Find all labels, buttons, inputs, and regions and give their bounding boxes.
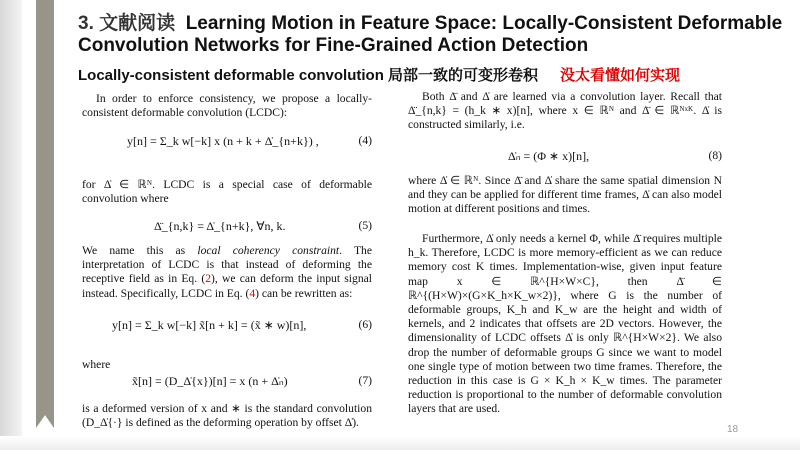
- paragraph: is a deformed version of x and ∗ is the standard convolution (D_Δ̇{·} is defined as the deforming operation by offset Δ̇).: [82, 402, 372, 430]
- equation-text: y[n] = Σ_k w[−k] x̃[n + k] = (x̃ ∗ w)[n],: [112, 318, 307, 332]
- equation-number: (8): [708, 149, 722, 162]
- section-number: 3. 文献阅读: [78, 13, 176, 34]
- equation-number: (5): [358, 219, 372, 232]
- text: ), we can deform the input signal instead. Specifically, LCDC in Eq. (: [82, 272, 372, 300]
- paper-title-part2: Convolution Networks for Fine-Grained Action Detection: [78, 35, 589, 56]
- paragraph: for Δ̇ ∈ ℝᴺ. LCDC is a special case of deformable convolution where: [82, 178, 372, 206]
- equation-ref-link[interactable]: 2: [205, 272, 212, 286]
- equation-ref-link[interactable]: 4: [249, 286, 256, 300]
- slide-subtitle-row: [78, 64, 680, 85]
- emphasis: local coherency constraint: [197, 244, 340, 257]
- page-number: 18: [727, 424, 739, 435]
- equation-text: Δ̈_{n,k} = Δ̇_{n+k}, ∀n, k.: [154, 219, 286, 233]
- equation-text: y[n] = Σ_k w[−k] x (n + k + Δ̇_{n+k}) ,: [127, 134, 319, 148]
- text: . The interpretation of LCDC is that instead of deforming the receptive field as in Eq. (: [82, 244, 372, 286]
- text: We name this as: [82, 244, 198, 257]
- slide-bottom-shadow: [0, 436, 800, 450]
- equation-number: (7): [358, 374, 372, 387]
- paper-right-column: [408, 86, 722, 436]
- slide-subtitle: Locally-consistent deformable convolution 局部一致的可变形卷积: [78, 67, 539, 84]
- equation-8: [408, 149, 722, 169]
- equation-7: [82, 374, 372, 394]
- equation-text: x̃[n] = (D_Δ̇{x})[n] = x (n + Δ̇ₙ): [132, 374, 288, 388]
- slide-note: 没太看懂如何实现: [560, 67, 681, 84]
- paragraph: [82, 244, 372, 301]
- equation-4: [82, 134, 372, 154]
- equation-text: Δ̇ₙ = (Φ ∗ x)[n],: [508, 149, 590, 163]
- equation-number: (4): [358, 134, 372, 147]
- slide-title-line1: [78, 8, 782, 35]
- equation-number: (6): [358, 318, 372, 331]
- paragraph: Both Δ̈ and Δ̇ are learned via a convolution layer. Recall that Δ̈_{n,k} = (h_k ∗ x)[n], where x ∈ ℝᴺ and Δ̈ ∈ ℝᴺˣᴷ. Δ̇ is constructed similarly, i.e.: [408, 90, 722, 132]
- slide-edge-shadow: [0, 0, 22, 450]
- text: ) can be rewritten as:: [255, 286, 353, 300]
- paragraph: Furthermore, Δ̇ only needs a kernel Φ, while Δ̈ requires multiple h_k. Therefore, LCDC is more memory-efficient as we can reduce memory cost K times. Implementation-wise, given input feature map x ∈ ℝ^{H×W×C}, then Δ̈ ∈ ℝ^{(H×W)×(G×K_h×K_w×2)}, where G is the number of deformable groups, K_h and K_w are the height and width of kernels, and 2 indicates that offsets are 2D vectors. However, the dimensionality of LCDC offsets Δ̇ is only ℝ^{H×W×2}. We also drop the number of deformable groups G since we want to model one single type of motion between two time frames. Therefore, the reduction in this case is G × K_h × K_w times. The parameter reduction is proportional to the number of deformable convolution layers that are used.: [408, 232, 722, 416]
- paper-excerpt-image: [72, 86, 739, 436]
- bookmark-ribbon-decoration: [36, 0, 54, 428]
- paper-left-column: [82, 86, 372, 436]
- paper-title-part1: Learning Motion in Feature Space: Locally-Consistent Deformable: [185, 13, 783, 34]
- paragraph: where Δ̇ ∈ ℝᴺ. Since Δ̈ and Δ̇ share the same spatial dimension N and they can be applied for different time frames, Δ̇ can also model motion at different positions and times.: [408, 174, 722, 216]
- paragraph: where: [82, 358, 111, 371]
- equation-5: [82, 219, 372, 239]
- equation-6: [82, 318, 372, 338]
- paragraph: In order to enforce consistency, we propose a locally-consistent deformable convolution (LCDC):: [82, 92, 372, 120]
